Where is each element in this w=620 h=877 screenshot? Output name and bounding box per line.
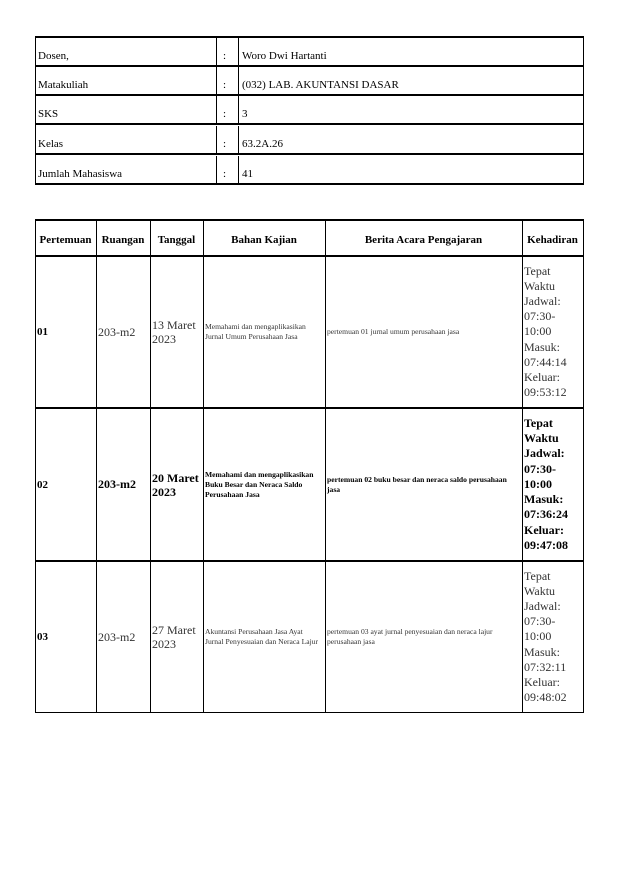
kehadiran-line: Waktu — [524, 278, 556, 293]
info-row-kelas — [36, 126, 583, 155]
cell-berita-acara: pertemuan 02 buku besar dan neraca saldo perusahaan jasa — [327, 474, 507, 494]
kehadiran-line: 07:30- — [524, 614, 556, 629]
kehadiran-line: Jadwal: — [524, 446, 565, 461]
kehadiran-line: Masuk: — [524, 492, 564, 507]
kehadiran-line: Tepat — [524, 263, 551, 278]
cell-bahan-kajian: Akuntansi Perusahaan Jasa Ayat Jurnal Penyesuaian dan Neraca Lajur — [205, 627, 319, 646]
cell-tanggal: 27 Maret 2023 — [152, 623, 196, 651]
cell-ruangan: 203-m2 — [98, 477, 136, 491]
kehadiran-line: Waktu — [524, 431, 559, 446]
cell-bahan-kajian: Memahami dan mengaplikasikan Jurnal Umum Perusahaan Jasa — [205, 322, 306, 341]
header-kehadiran: Kehadiran — [527, 233, 578, 246]
header-tanggal: Tanggal — [157, 233, 196, 246]
course-info-table — [35, 36, 584, 185]
cell-ruangan: 203-m2 — [98, 324, 136, 339]
info-value: 41 — [238, 156, 583, 183]
cell-bahan-kajian: Memahami dan mengaplikasikan Buku Besar dan Neraca Saldo Perusahaan Jasa — [205, 469, 314, 499]
info-value: 3 — [238, 96, 583, 123]
info-label: Matakuliah — [38, 79, 89, 91]
kehadiran-line: Keluar: — [524, 522, 564, 537]
schedule-table — [35, 219, 584, 713]
info-label: SKS — [38, 108, 59, 120]
cell-kehadiran — [522, 257, 583, 407]
info-separator: : — [216, 38, 238, 65]
grid-line — [583, 221, 584, 713]
info-row-matakuliah — [36, 67, 583, 96]
kehadiran-line: 09:53:12 — [524, 385, 567, 400]
kehadiran-line: 09:47:08 — [524, 537, 568, 552]
kehadiran-line: 10:00 — [524, 629, 552, 644]
info-row-dosen — [36, 38, 583, 67]
grid-line — [35, 712, 584, 713]
info-separator: : — [216, 96, 238, 123]
info-value: (032) LAB. AKUNTANSI DASAR — [238, 67, 583, 94]
kehadiran-line: Waktu — [524, 583, 556, 598]
kehadiran-line: 10:00 — [524, 476, 552, 491]
info-label: Kelas — [38, 138, 64, 150]
cell-pertemuan: 03 — [37, 631, 48, 643]
header-berita-acara: Berita Acara Pengajaran — [364, 233, 483, 246]
kehadiran-line: 09:48:02 — [524, 690, 567, 705]
kehadiran-line: 07:44:14 — [524, 354, 567, 369]
kehadiran-line: 07:30- — [524, 461, 556, 476]
cell-berita-acara: pertemuan 03 ayat jurnal penyesuaian dan neraca lajur perusahaan jasa — [327, 627, 493, 646]
info-label: Dosen, — [38, 50, 69, 62]
kehadiran-line: 10:00 — [524, 324, 552, 339]
info-value: Woro Dwi Hartanti — [238, 38, 583, 65]
cell-tanggal: 20 Maret 2023 — [152, 470, 199, 499]
kehadiran-line: Keluar: — [524, 675, 560, 689]
info-label: Jumlah Mahasiswa — [38, 168, 123, 180]
header-pertemuan: Pertemuan — [39, 233, 92, 246]
header-ruangan: Ruangan — [101, 233, 145, 246]
cell-ruangan: 203-m2 — [98, 629, 136, 644]
kehadiran-line: Jadwal: — [524, 598, 561, 613]
kehadiran-line: Tepat — [524, 568, 551, 583]
info-row-jumlah-mahasiswa — [36, 156, 583, 185]
info-separator: : — [216, 126, 238, 153]
cell-tanggal: 13 Maret 2023 — [152, 318, 196, 346]
info-separator: : — [216, 67, 238, 94]
kehadiran-line: Jadwal: — [524, 293, 561, 308]
info-separator: : — [216, 156, 238, 183]
kehadiran-line: Masuk: — [524, 644, 560, 659]
kehadiran-line: 07:36:24 — [524, 507, 568, 522]
kehadiran-line: 07:30- — [524, 309, 556, 324]
kehadiran-line: Masuk: — [524, 339, 560, 354]
cell-berita-acara: pertemuan 01 jurnal umum perusahaan jasa — [327, 327, 460, 336]
cell-kehadiran — [522, 562, 583, 712]
kehadiran-line: 07:32:11 — [524, 659, 567, 674]
cell-pertemuan: 02 — [37, 478, 48, 491]
kehadiran-line: Keluar: — [524, 370, 560, 384]
cell-pertemuan: 01 — [37, 326, 48, 338]
info-row-sks — [36, 96, 583, 125]
header-bahan-kajian: Bahan Kajian — [231, 233, 297, 246]
kehadiran-line: Tepat — [524, 416, 553, 431]
info-value: 63.2A.26 — [238, 126, 583, 153]
cell-kehadiran — [522, 409, 583, 560]
